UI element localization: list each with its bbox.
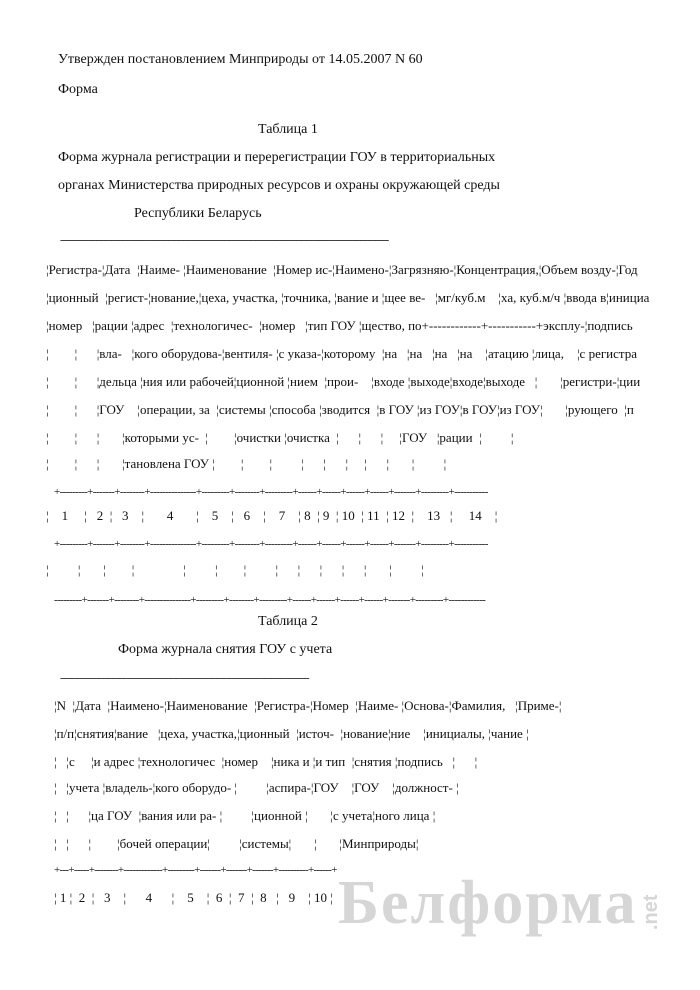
table1-empty-row: ¦ ¦ ¦ ¦ ¦ ¦ ¦ ¦ ¦ ¦ ¦ ¦ ¦ ¦	[46, 562, 424, 577]
table2-header-row: ¦ ¦ ¦ ¦бочей операции¦ ¦системы¦ ¦ ¦Минприроды¦	[54, 836, 419, 851]
table1-header-row: ¦Регистра-¦Дата ¦Наиме- ¦Наименование ¦Номер ис-¦Наимено-¦Загрязняю-¦Концентрация,¦Объем возду-¦Год	[46, 262, 638, 277]
table2-number-row: ¦ 1 ¦ 2 ¦ 3 ¦ 4 ¦ 5 ¦ 6 ¦ 7 ¦ 8 ¦ 9 ¦ 10 ¦	[54, 890, 333, 905]
table1-header-row: ¦ционный ¦регист-¦нование,¦цеха, участка, ¦точника, ¦вание и ¦щее ве- ¦мг/куб.м ¦ха, куб.м/ч ¦ввода в¦инициа	[46, 290, 650, 305]
table2-separator: +---+-----+--------+-------------+---------+-------+-------+-------+----------+------+	[54, 864, 337, 876]
approval-line: Утвержден постановлением Минприроды от 14.05.2007 N 60	[58, 52, 423, 67]
table2-header-row: ¦ ¦ ¦ца ГОУ ¦вания или ра- ¦ ¦ционной ¦ ¦с учета¦ного лица ¦	[54, 808, 436, 823]
table1-separator: +---------+-------+--------+---------------+---------+--------+---------+------+------+------+------+-------+---------+-----------	[54, 538, 488, 550]
table1-header-row: ¦ ¦ ¦ ¦которыми ус- ¦ ¦очистки ¦очистка ¦ ¦ ¦ ¦ГОУ ¦рации ¦ ¦	[46, 430, 514, 445]
table2-header-row: ¦ ¦с ¦и адрес ¦технологичес ¦номер ¦ника и ¦и тип ¦снятия ¦подпись ¦ ¦	[54, 754, 478, 769]
watermark-suffix: .net	[640, 894, 662, 930]
table2-header-row: ¦N ¦Дата ¦Наимено-¦Наименование ¦Регистра-¦Номер ¦Наиме- ¦Основа-¦Фамилия, ¦Приме-¦	[54, 698, 562, 713]
table1-header-row: ¦ ¦ ¦дельца ¦ния или рабочей¦ционной ¦нием ¦прои- ¦входе ¦выходе¦входе¦выходе ¦ ¦регистри-¦ции	[46, 374, 641, 389]
table1-header-row: ¦ ¦ ¦ГОУ ¦операции, за ¦системы ¦способа ¦зводится ¦в ГОУ ¦из ГОУ¦в ГОУ¦из ГОУ¦ ¦рующего ¦п	[46, 402, 634, 417]
table2-header-row: ¦п/п¦снятия¦вание ¦цеха, участка,¦ционный ¦источ- ¦нование¦ние ¦инициалы, ¦чание ¦	[54, 726, 529, 741]
table1-header-row: ¦номер ¦рации ¦адрес ¦технологичес- ¦номер ¦тип ГОУ ¦щество, по+------------+-----------+эксплу-¦подпись	[46, 318, 633, 333]
table1-number: Таблица 1	[258, 122, 318, 137]
table1-title-line1: Форма журнала регистрации и перерегистрации ГОУ в территориальных	[58, 150, 496, 165]
table1-separator: +---------+-------+--------+---------------+---------+--------+---------+------+------+------+------+-------+---------+-----------	[54, 486, 488, 498]
watermark-logo: Белформа	[338, 869, 638, 937]
table1-header-row: ¦ ¦ ¦вла- ¦кого оборудова-¦вентиля- ¦с указа-¦которому ¦на ¦на ¦на ¦на ¦атацию ¦лица, ¦с регистра	[46, 346, 638, 361]
table1-title-line2: органах Министерства природных ресурсов и охраны окружающей среды	[58, 178, 500, 193]
table1-number-row: ¦ 1 ¦ 2 ¦ 3 ¦ 4 ¦ 5 ¦ 6 ¦ 7 ¦ 8 ¦ 9 ¦ 10 ¦ 11 ¦ 12 ¦ 13 ¦ 14 ¦	[46, 508, 498, 523]
table2-top-rule: ------------------------------------------------------------------------------------------	[60, 672, 309, 684]
table2-number: Таблица 2	[258, 614, 318, 629]
table1-bottom-rule: ---------+-------+--------+---------------+---------+--------+---------+------+------+------+------+-------+---------+------------	[54, 594, 486, 606]
table1-header-row: ¦ ¦ ¦ ¦тановлена ГОУ ¦ ¦ ¦ ¦ ¦ ¦ ¦ ¦ ¦ ¦	[46, 456, 447, 471]
table1-title-line3: Республики Беларусь	[134, 206, 262, 221]
form-label: Форма	[58, 82, 98, 97]
table2-title: Форма журнала снятия ГОУ с учета	[118, 642, 333, 657]
table1-top-rule: --------------------------------------------------------------------------------------------------------------------------------	[60, 234, 389, 246]
table2-header-row: ¦ ¦учета ¦владель-¦кого оборудо- ¦ ¦аспира-¦ГОУ ¦ГОУ ¦должност- ¦	[54, 780, 459, 795]
